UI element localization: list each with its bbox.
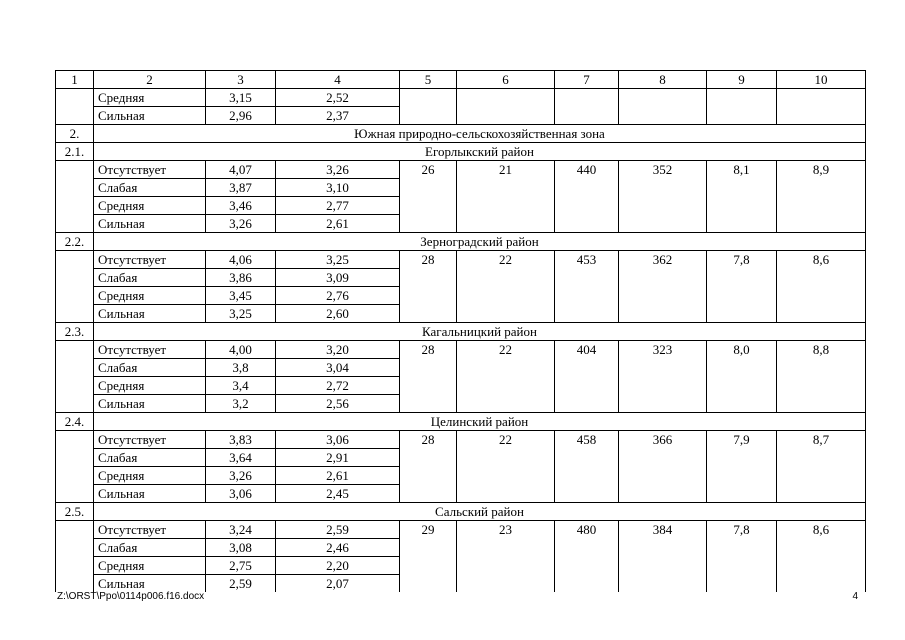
indicator-cell-c7: 458 [555, 431, 619, 503]
level-cell: Отсутствует [94, 431, 206, 449]
level-cell: Средняя [94, 89, 206, 107]
table-row [56, 521, 866, 539]
indicator-cell-c7: 440 [555, 161, 619, 233]
value-cell: 3,45 [206, 287, 276, 305]
level-cell: Отсутствует [94, 251, 206, 269]
indicator-cell-c8: 352 [619, 161, 707, 233]
value-cell: 3,83 [206, 431, 276, 449]
indicator-cell-c5: 29 [400, 521, 457, 593]
indicator-cell-c5: 28 [400, 431, 457, 503]
header-cell: 6 [457, 71, 555, 89]
table-row [56, 431, 866, 449]
indicator-cell-c6: 23 [457, 521, 555, 593]
level-cell: Сильная [94, 575, 206, 593]
footer-page-number: 4 [852, 591, 858, 602]
district-number: 2.5. [56, 503, 94, 521]
level-cell: Сильная [94, 215, 206, 233]
header-cell: 10 [777, 71, 866, 89]
level-cell: Сильная [94, 107, 206, 125]
value-cell: 3,25 [276, 251, 400, 269]
zone-name: Южная природно-сельскохозяйственная зона [94, 125, 866, 143]
table-body [56, 71, 866, 593]
value-cell: 2,61 [276, 215, 400, 233]
empty-cell [56, 89, 94, 125]
level-cell: Сильная [94, 395, 206, 413]
value-cell: 4,00 [206, 341, 276, 359]
value-cell: 2,52 [276, 89, 400, 107]
value-cell: 2,46 [276, 539, 400, 557]
header-cell: 9 [707, 71, 777, 89]
district-number: 2.1. [56, 143, 94, 161]
zone-row [56, 125, 866, 143]
value-cell: 4,06 [206, 251, 276, 269]
indicator-cell-c9: 7,8 [707, 521, 777, 593]
indicator-cell-c10: 8,6 [777, 521, 866, 593]
empty-cell [400, 89, 457, 125]
indicator-cell-c8: 366 [619, 431, 707, 503]
level-cell: Средняя [94, 287, 206, 305]
indicator-cell-c9: 8,0 [707, 341, 777, 413]
district-name: Целинский район [94, 413, 866, 431]
empty-cell [777, 89, 866, 125]
district-name: Зерноградский район [94, 233, 866, 251]
indicator-cell-c8: 323 [619, 341, 707, 413]
table-row [56, 341, 866, 359]
empty-cell [707, 89, 777, 125]
value-cell: 2,60 [276, 305, 400, 323]
value-cell: 3,25 [206, 305, 276, 323]
empty-cell [56, 161, 94, 233]
value-cell: 3,2 [206, 395, 276, 413]
table-row [56, 89, 866, 107]
value-cell: 2,20 [276, 557, 400, 575]
value-cell: 2,37 [276, 107, 400, 125]
indicator-cell-c8: 362 [619, 251, 707, 323]
header-row [56, 71, 866, 89]
empty-cell [56, 431, 94, 503]
value-cell: 4,07 [206, 161, 276, 179]
value-cell: 2,07 [276, 575, 400, 593]
level-cell: Средняя [94, 197, 206, 215]
level-cell: Отсутствует [94, 341, 206, 359]
value-cell: 2,72 [276, 377, 400, 395]
table-row [56, 161, 866, 179]
district-header-row [56, 503, 866, 521]
value-cell: 3,06 [276, 431, 400, 449]
indicator-cell-c6: 22 [457, 341, 555, 413]
level-cell: Отсутствует [94, 521, 206, 539]
indicator-cell-c9: 8,1 [707, 161, 777, 233]
value-cell: 3,46 [206, 197, 276, 215]
value-cell: 3,24 [206, 521, 276, 539]
header-cell: 4 [276, 71, 400, 89]
header-cell: 7 [555, 71, 619, 89]
indicator-cell-c6: 21 [457, 161, 555, 233]
indicator-cell-c5: 28 [400, 341, 457, 413]
indicator-cell-c5: 26 [400, 161, 457, 233]
header-cell: 2 [94, 71, 206, 89]
empty-cell [56, 521, 94, 593]
district-header-row [56, 143, 866, 161]
level-cell: Слабая [94, 179, 206, 197]
district-number: 2.2. [56, 233, 94, 251]
empty-cell [555, 89, 619, 125]
value-cell: 2,61 [276, 467, 400, 485]
level-cell: Слабая [94, 539, 206, 557]
value-cell: 3,26 [206, 215, 276, 233]
empty-cell [457, 89, 555, 125]
district-header-row [56, 323, 866, 341]
level-cell: Слабая [94, 449, 206, 467]
value-cell: 3,09 [276, 269, 400, 287]
value-cell: 3,10 [276, 179, 400, 197]
indicator-cell-c10: 8,6 [777, 251, 866, 323]
indicator-cell-c9: 7,9 [707, 431, 777, 503]
value-cell: 3,87 [206, 179, 276, 197]
district-header-row [56, 233, 866, 251]
level-cell: Средняя [94, 377, 206, 395]
district-header-row [56, 413, 866, 431]
value-cell: 2,59 [206, 575, 276, 593]
level-cell: Слабая [94, 269, 206, 287]
indicator-cell-c10: 8,8 [777, 341, 866, 413]
value-cell: 3,26 [276, 161, 400, 179]
value-cell: 2,76 [276, 287, 400, 305]
empty-cell [619, 89, 707, 125]
value-cell: 3,20 [276, 341, 400, 359]
level-cell: Отсутствует [94, 161, 206, 179]
level-cell: Сильная [94, 305, 206, 323]
indicator-cell-c6: 22 [457, 431, 555, 503]
value-cell: 3,08 [206, 539, 276, 557]
value-cell: 3,26 [206, 467, 276, 485]
level-cell: Средняя [94, 557, 206, 575]
district-number: 2.4. [56, 413, 94, 431]
value-cell: 2,75 [206, 557, 276, 575]
header-cell: 8 [619, 71, 707, 89]
indicator-cell-c10: 8,9 [777, 161, 866, 233]
empty-cell [56, 341, 94, 413]
value-cell: 3,64 [206, 449, 276, 467]
header-cell: 1 [56, 71, 94, 89]
indicator-cell-c6: 22 [457, 251, 555, 323]
indicator-cell-c8: 384 [619, 521, 707, 593]
level-cell: Сильная [94, 485, 206, 503]
value-cell: 3,8 [206, 359, 276, 377]
zone-number: 2. [56, 125, 94, 143]
value-cell: 3,4 [206, 377, 276, 395]
header-cell: 3 [206, 71, 276, 89]
footer-file-path: Z:\ORST\Ppo\0114p006.f16.docx [57, 591, 205, 602]
value-cell: 2,96 [206, 107, 276, 125]
indicator-cell-c5: 28 [400, 251, 457, 323]
value-cell: 3,15 [206, 89, 276, 107]
header-cell: 5 [400, 71, 457, 89]
value-cell: 2,91 [276, 449, 400, 467]
indicator-cell-c9: 7,8 [707, 251, 777, 323]
level-cell: Слабая [94, 359, 206, 377]
indicator-cell-c7: 480 [555, 521, 619, 593]
district-name: Кагальницкий район [94, 323, 866, 341]
district-name: Егорлыкский район [94, 143, 866, 161]
data-table [55, 70, 866, 592]
value-cell: 2,56 [276, 395, 400, 413]
value-cell: 2,59 [276, 521, 400, 539]
value-cell: 3,86 [206, 269, 276, 287]
table-row [56, 251, 866, 269]
value-cell: 2,45 [276, 485, 400, 503]
indicator-cell-c7: 453 [555, 251, 619, 323]
indicator-cell-c7: 404 [555, 341, 619, 413]
value-cell: 3,06 [206, 485, 276, 503]
value-cell: 3,04 [276, 359, 400, 377]
district-name: Сальский район [94, 503, 866, 521]
district-number: 2.3. [56, 323, 94, 341]
empty-cell [56, 251, 94, 323]
indicator-cell-c10: 8,7 [777, 431, 866, 503]
level-cell: Средняя [94, 467, 206, 485]
value-cell: 2,77 [276, 197, 400, 215]
